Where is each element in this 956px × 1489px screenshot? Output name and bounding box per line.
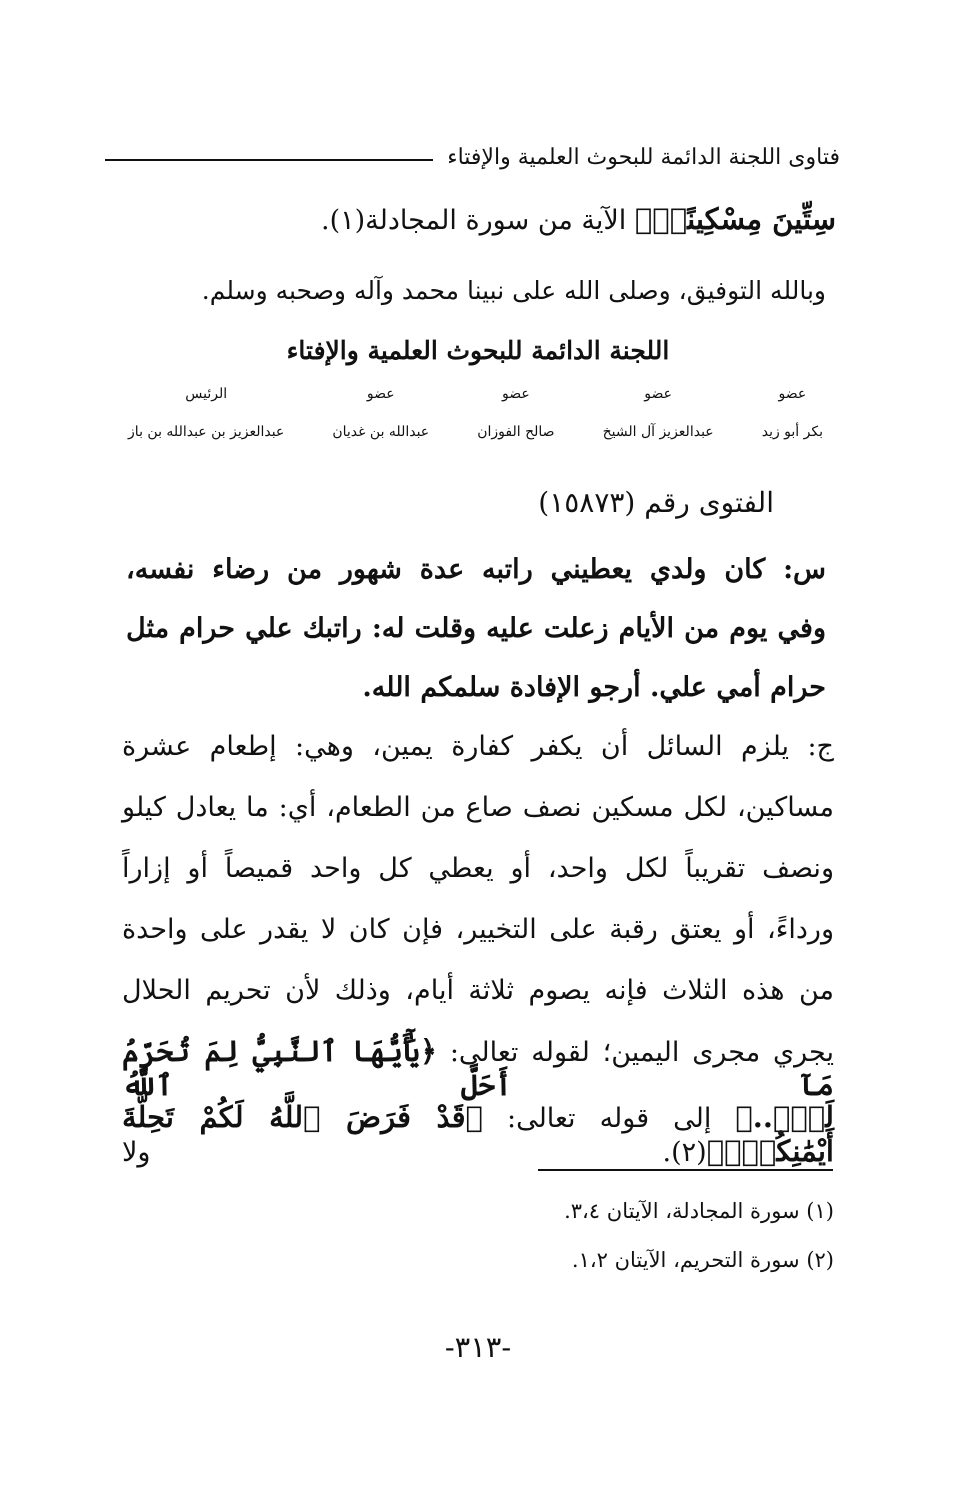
signatories-table <box>128 386 823 440</box>
signatory <box>477 386 554 440</box>
quran-verse: سِتِّينَ مِسْكِينًاۚ﴾ <box>634 202 836 236</box>
signatory <box>762 386 823 440</box>
signatory <box>603 386 714 440</box>
answer-line <box>122 1100 834 1168</box>
answer-line: من هذه الثلاث فإنه يصوم ثلاثة أيام، وذلك لأن تحريم الحلال <box>122 975 834 1006</box>
signatory-role: الرئيس <box>185 386 228 402</box>
footnote: (١) سورة المجادلة، الآيتان ٣،٤. <box>564 1199 834 1223</box>
question-line: حرام أمي علي. أرجو الإفادة سلمكم الله. <box>362 672 826 703</box>
signatory <box>128 386 284 440</box>
signatory-name: صالح الفوزان <box>477 424 555 440</box>
signatory-role: عضو <box>644 386 672 402</box>
footnote-rule <box>538 1169 833 1171</box>
signatory-role: عضو <box>502 386 530 402</box>
answer-text: (٢). ولا <box>122 1137 707 1168</box>
header-rule <box>105 159 433 161</box>
verse-continuation-line <box>321 202 836 236</box>
answer-line: مساكين، لكل مسكين نصف صاع من الطعام، أي: ما يعادل كيلو <box>122 792 834 823</box>
question-line: س: كان ولدي يعطيني راتبه عدة شهور من رضاء نفسه، <box>126 554 826 585</box>
running-header <box>105 140 840 174</box>
verse-reference: الآية من سورة المجادلة(١). <box>321 205 635 236</box>
answer-text: إلى قوله تعالى: <box>482 1103 736 1134</box>
signatory-name: عبدالعزيز آل الشيخ <box>602 424 714 440</box>
signatory-name: عبدالعزيز بن عبدالله بن باز <box>128 424 285 440</box>
quran-verse: ﴿يَٰٓأَيُّهَا ٱلنَّبِيُّ لِمَ تُحَرِّمُ مَآ أَحَلَّ ٱللَّهُ <box>122 1034 834 1102</box>
header-title: فتاوى اللجنة الدائمة للبحوث العلمية والإفتاء <box>447 144 840 170</box>
signatory-name: عبدالله بن غديان <box>332 424 430 440</box>
answer-line: ورداءً، أو يعتق رقبة على التخيير، فإن كان لا يقدر على واحدة <box>122 914 834 945</box>
signatory-role: عضو <box>366 386 395 402</box>
signatory <box>332 386 429 440</box>
answer-line: ج: يلزم السائل أن يكفر كفارة يمين، وهي: إطعام عشرة <box>122 731 834 762</box>
page-number: -٣١٣- <box>444 1330 512 1364</box>
answer-line: ونصف تقريباً لكل واحد، أو يعطي كل واحد قميصاً أو إزاراً <box>122 853 834 884</box>
fatwa-number: الفتوى رقم (١٥٨٧٣) <box>538 486 774 519</box>
committee-name: اللجنة الدائمة للبحوث العلمية والإفتاء <box>286 336 670 365</box>
signatory-role: عضو <box>778 386 807 402</box>
signatory-name: بكر أبو زيد <box>761 424 823 440</box>
quran-verse: لَكَۖ..﴾ <box>735 1100 835 1134</box>
closing-line: وبالله التوفيق، وصلى الله على نبينا محمد وآله وصحبه وسلم. <box>201 276 826 305</box>
question-line: وفي يوم من الأيام زعلت عليه وقلت له: راتبك علي حرام مثل <box>126 613 826 644</box>
answer-text: يجري مجرى اليمين؛ لقوله تعالى: <box>436 1037 834 1068</box>
answer-line <box>122 1034 834 1102</box>
footnote: (٢) سورة التحريم، الآيتان ١،٢. <box>571 1248 834 1272</box>
quran-verse: ﴿قَدْ فَرَضَ ٱللَّهُ لَكُمْ تَحِلَّةَ أَيْمَٰنِكُمْۚ﴾ <box>122 1100 834 1168</box>
